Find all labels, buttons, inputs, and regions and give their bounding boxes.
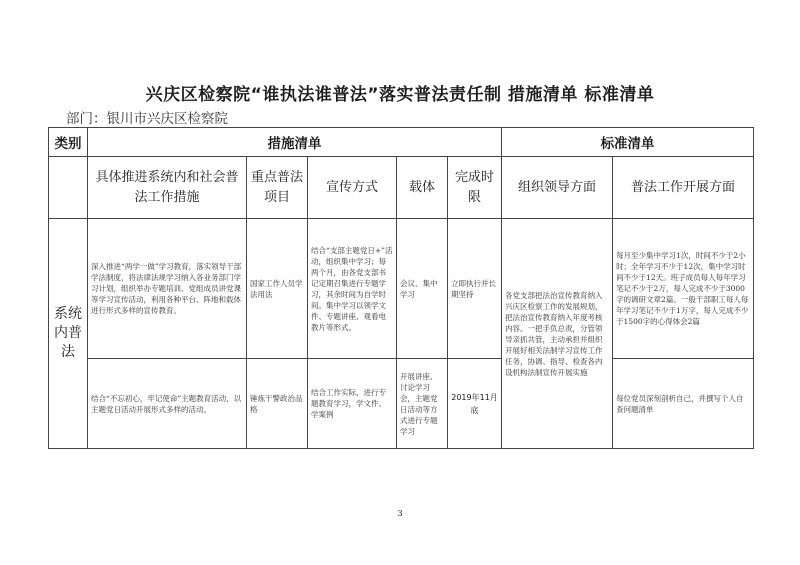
work-progress-header: 普法工作开展方面 xyxy=(613,157,754,219)
publicity-cell: 结合“支部主题党日+”活动，组织集中学习；每两个月，由各党支部书记定期召集进行专题学习，其余时间为自学时间。集中学习以领学文件、专题讲座、观看电教片等形式。 xyxy=(308,219,397,359)
category-header: 类别 xyxy=(49,128,88,157)
category-blank-cell xyxy=(49,157,88,219)
specific-measures-header: 具体推进系统内和社会普法工作措施 xyxy=(88,157,247,219)
table-row xyxy=(49,219,754,359)
responsibility-table xyxy=(48,127,754,449)
key-project-header: 重点普法项目 xyxy=(247,157,308,219)
measures-header: 措施清单 xyxy=(88,128,502,157)
project-cell: 锤炼干警政治品格 xyxy=(247,359,308,449)
department-line: 部门：银川市兴庆区检察院 xyxy=(66,111,228,127)
category-cell: 系统内普法 xyxy=(49,219,88,449)
table-row xyxy=(49,359,754,449)
work-cell: 每月至少集中学习1次，时间不少于2小时；全年学习不少于12次，集中学习时间不少于12天。班子成员每人每年学习笔记不少于2万，每人完成不少于3000字的调研文章2篇。一般干部职工每人每年学习笔记不少于1万字，每人完成不少于1500字的心得体会2篇 xyxy=(613,219,754,359)
page-number: 3 xyxy=(397,509,403,518)
document-title: 兴庆区检察院“谁执法谁普法”落实普法责任制 措施清单 标准清单 xyxy=(145,85,655,105)
measure-cell: 深入推进“两学一做”学习教育，落实领导干部学法制度，将法律法规学习纳入各业务部门学习计划，组织举办专题培训、党组成员讲党课等学习宣传活动，利用各种平台、阵地和载体进行形式多样的宣传教育。 xyxy=(88,219,247,359)
carrier-cell: 开展讲座、讨论学习会，主题党日活动等方式进行专题学习 xyxy=(397,359,448,449)
measure-cell: 结合“不忘初心，牢记使命”主题教育活动，以主题党日活动开展形式多样的活动。 xyxy=(88,359,247,449)
project-cell: 国家工作人员学法用法 xyxy=(247,219,308,359)
carrier-header: 载体 xyxy=(397,157,448,219)
table-header-row xyxy=(49,128,754,157)
deadline-header: 完成时限 xyxy=(448,157,502,219)
leadership-header: 组织领导方面 xyxy=(502,157,613,219)
work-cell: 每位党员深刻剖析自己，并撰写个人自查问题清单 xyxy=(613,359,754,449)
carrier-cell: 会议、集中学习 xyxy=(397,219,448,359)
table-subheader-row xyxy=(49,157,754,219)
deadline-cell: 立即执行并长期坚持 xyxy=(448,219,502,359)
leadership-cell: 各党支部把法治宣传教育纳入兴庆区检察工作的发展规划，把法治宣传教育纳入年度考核内容。一把手负总责，分管领导亲抓共管，主动承担并组织开展好相关法制学习宣传工作任务，协调、指导、检查各内设机构法制宣传开展实施 xyxy=(502,219,613,449)
standards-header: 标准清单 xyxy=(502,128,754,157)
publicity-cell: 结合工作实际，进行专题教育学习，学文件、学案例 xyxy=(308,359,397,449)
publicity-header: 宣传方式 xyxy=(308,157,397,219)
deadline-cell: 2019年11月底 xyxy=(448,359,502,449)
